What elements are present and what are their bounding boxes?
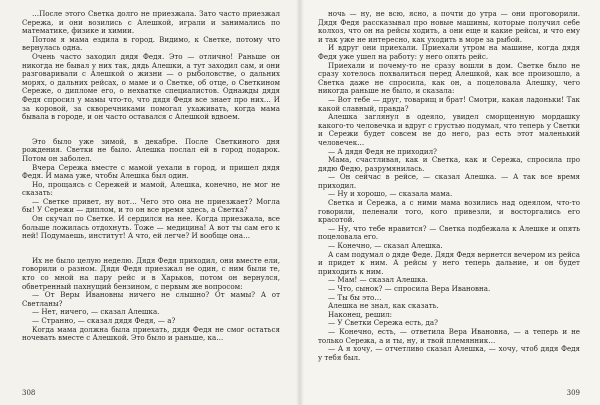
paragraph: — Он сейчас в рейсе, — сказал Алешка. — А так все время приходил. — [318, 172, 580, 190]
paragraph: — Ты бы это… — [328, 292, 382, 302]
paragraph: …После этого Светка долго не приезжала. Зато часто приезжал Сережа, и они возились с Алешкой, играли и занимались по математике, физике и химии. — [22, 9, 280, 36]
paragraph: Он скучал по Светке. И сердился на нее. Когда приезжала, все больше ложилась отдохнуть. Тоже — медицина! А вот ты сам его к ней! Подумаешь, институт! А что, ей легче? И вообще она… — [22, 214, 280, 241]
paragraph: — Ну и хорошо, — сказала мама. — [328, 189, 453, 199]
paragraph: — Странно, — сказал дядя Федя, — а? — [32, 316, 176, 325]
paragraph: Но, прощаясь с Сережей и мамой, Алешка, конечно, не мог не сказать: — [22, 179, 280, 198]
paragraph: Светка и Сережа, а с ними мама возились над одеялом, что-то говорили, пеленали того, кого привезли, и восторгались его красотой. — [318, 198, 580, 225]
right-page-text — [318, 10, 580, 362]
paragraph: — Конечно, — сказал Алешка. — [328, 241, 443, 251]
paragraph: — От Веры Ивановны ничего не слышно? От мамы? А от Светланы? — [22, 290, 280, 308]
paragraph: Их не было целую неделю. Дядя Федя приходил, они вместе ели, говорили о разном. Дядя Федя приезжал не один, с ним были те, кто со мной на пару рейс и в Харьков, потом он вернулся, обветренный пахнущий бензином, с первым же вопросом: — [22, 255, 280, 291]
section-break — [22, 241, 280, 257]
right-page — [300, 0, 600, 405]
paragraph: ночь — ну, не всю, ясно, а почти до утра — они проговорили. Дядя Федя рассказывал про новые машины, которые получил себе колхоз, что он на рейсы ходить, а они еще и какие рейсы, и что ему и так уже не интересно, как уходить в море за рыбой. — [318, 9, 580, 44]
paragraph: Мама, счастливая, как и Светка, как и Сережа, спросила про дядю Федю, разрумянилась. — [318, 155, 580, 173]
book-gutter — [296, 0, 304, 405]
left-page-text — [22, 10, 280, 343]
paragraph: Вчера Сережа вместе с мамой уехали в город, и пришел дядя Федя. И мама уже, чтобы Алешка был один. — [22, 162, 280, 181]
paragraph: — Что, сынок? — спросила Вера Ивановна. — [328, 284, 491, 293]
paragraph: — Мам! — сказал Алешка. — [328, 275, 428, 285]
paragraph: Алешка заглянул в одеяло, увидел сморщенную мордашку какого-то человечка и вдруг с грустью подумал, что теперь у Светки и Сережи будет совсем не до него, раз есть этот маленький человечек… — [318, 112, 580, 147]
paragraph: Потом я мама ездила в город. Видимо, к Светке, потому что вернулась одна. — [22, 34, 280, 53]
paragraph: — Нет, ничего, — сказал Алешка. — [32, 307, 160, 317]
paragraph: Алешка не знал, как сказать. — [328, 301, 439, 311]
paragraph: — А дядя Федя не приходил? — [328, 146, 437, 156]
page-number: 308 — [22, 389, 36, 397]
paragraph: Когда мама должна была приехать, дядя Федя не смог остаться ночевать вместе с Алешкой. Это было и раньше, ка… — [22, 324, 280, 343]
page-number: 309 — [566, 389, 580, 397]
paragraph: — Ну, что тебе нравится? — Светка подбежала к Алешке и опять поцеловала его. — [318, 223, 580, 242]
paragraph: Очень часто заходил дядя Федя. Это — отлично! Раньше он никогда не бывал у них так, дядь Алешки, а тут заходил сам, и они разговаривали с Алешкой о жизни — о рыболовстве, о дальних морях, о дальних рейсах, о маме и о Светке, об отце, о Светкином Сереже, о дипломе его, о нехватке специалистов. Однажды дядя Федя спросил у мамы что-то, что дядя Федя все знает про них… И за коровой, за скворечниками помогал ухаживать, когда мама бывала в городе, и он часто оставался с Алешкой вдвоем. — [22, 51, 280, 122]
paragraph: — Светке привет, ну вот… Чего это она не приезжает? Могла бы! У Сережи — диплом, и то он все время здесь, а Светка? — [22, 196, 280, 215]
paragraph: Это было уже зимой, в декабре. После Светкиного дня рождения. Светки не было. Алешка послал ей в город подарок. Потом он заболел. — [22, 136, 280, 163]
section-break — [22, 122, 280, 138]
paragraph: — Конечно, есть, — ответила Вера Ивановна, — а теперь и не только Сережа, а и ты, ну, и твой племянник… — [318, 326, 580, 345]
paragraph: — Вот тебе — друг, товарищ и брат! Смотри, какая ладоньки! Так какой славный, правда? — [318, 94, 580, 113]
paragraph: Наконец, решил: — [328, 309, 393, 319]
paragraph: — У Светки Сережа есть, да? — [328, 318, 438, 328]
paragraph: Приехали и почему-то не сразу вошли в дом. Светке было не сразу хотелось похвалиться перед Алешкой, как все произошло, а Светка даже не спросила, как он, а поцеловала Алешку, чего никогда раньше не было, и сказала: — [318, 60, 580, 96]
paragraph: — А я хочу, — отчетливо сказал Алешка, — хочу, чтоб дядя Федя у тебя был. — [318, 344, 580, 362]
paragraph: А сам подумал о дяде Феде. Дядя Федя вернется вечером из рейса и придет к ним. А рейсы у него теперь дальние, и он будет приходить к ним. — [318, 249, 580, 276]
paragraph: И вдруг они приехали. Приехали утром на машине, когда дядя Федя уже ушел на работу: у него опять рейс. — [318, 43, 580, 61]
